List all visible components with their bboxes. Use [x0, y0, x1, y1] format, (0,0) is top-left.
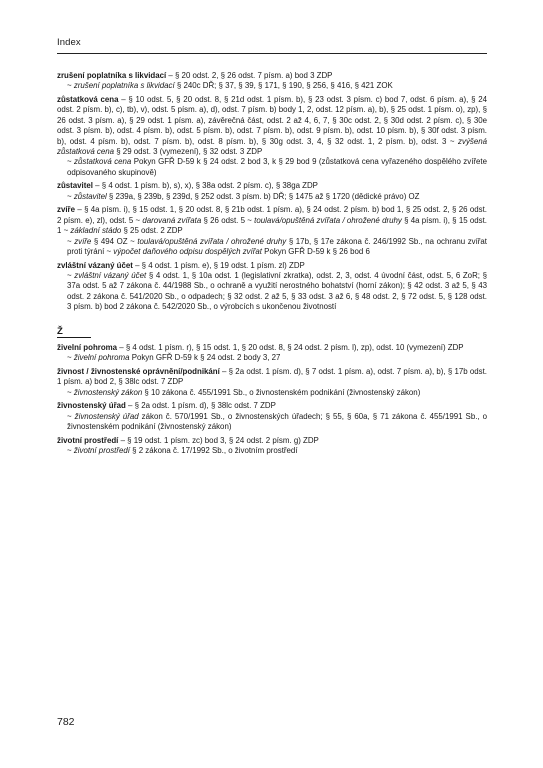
entry-text: § 29 odst. 3 (vymezení), § 32 odst. 3 ZDP — [114, 147, 263, 157]
tilde: ~ — [67, 157, 75, 167]
tilde: ~ — [67, 236, 75, 246]
entry-sub — [57, 81, 487, 91]
index-content — [57, 71, 487, 460]
tilde: ~ — [67, 411, 75, 421]
sub-term: zůstavitel — [73, 191, 107, 201]
sub-term: zvíře — [74, 236, 92, 246]
tilde: ~ — [67, 81, 74, 91]
entry-main — [57, 71, 487, 81]
tilde: ~ — [67, 191, 74, 201]
entry-text: § 25 odst. 2 ZDP — [121, 226, 183, 236]
sub-text: § 239a, § 239b, § 239d, § 252 odst. 3 písm. b) DŘ; § 1475 až § 1720 (dědické právo) OZ — [106, 191, 420, 201]
entry-sub — [57, 157, 487, 178]
sub-text: § 240c DŘ; § 37, § 39, § 171, § 190, § 256, § 416, § 421 ZOK — [174, 81, 393, 91]
sub-text: § 494 OZ ~ — [91, 236, 138, 246]
entry-sub — [57, 353, 487, 363]
entry-text: – § 4 odst. 1 písm. r), § 15 odst. 1, § 20 odst. 8, § 24 odst. 2 písm. l), zp), odst. 10 (vymezení) ZDP — [117, 342, 464, 352]
entry-sub — [57, 192, 487, 202]
sub-term: zrušení poplatníka s likvidací — [73, 81, 175, 91]
index-entry — [57, 181, 487, 202]
tilde: ~ — [67, 446, 74, 456]
sub-italic: toulavá/opuštěná zvířata / ohrožené druhy — [137, 236, 287, 246]
entry-main — [57, 367, 487, 388]
entry-text: – § 4 odst. 1 písm. e), § 19 odst. 1 písm. zl) ZDP — [132, 260, 305, 270]
sub-term: zvláštní vázaný účet — [74, 271, 147, 281]
sub-text: § 17b, § 17e zákona č. 246/1992 Sb., na ochranu zvířat proti týrání ~ — [67, 236, 487, 257]
sub-term: zůstatková cena — [74, 157, 132, 167]
section-letter: Ž — [57, 326, 91, 338]
entry-text: – § 2a odst. 1 písm. d), § 7 odst. 1 písm. a), odst. 7 písm. a), b), § 17b odst. 1 písm. a) bod 2, § 38lc odst. 7 ZDP — [57, 366, 487, 387]
entry-term: zvíře — [57, 205, 75, 215]
entry-main — [57, 261, 487, 271]
sub-term: živnostenský úřad — [74, 411, 139, 421]
entry-term: zvláštní vázaný účet — [57, 260, 133, 270]
tilde: ~ — [67, 271, 75, 281]
entry-sub — [57, 446, 487, 456]
sub-text: § 10 zákona č. 455/1991 Sb., o živnostenském podnikání (živnostenský zákon) — [142, 387, 421, 397]
entry-sub — [57, 237, 487, 258]
sub-text: Pokyn GFŘ D-59 k § 24 odst. 2 body 3, 27 — [129, 353, 281, 363]
entry-main — [57, 95, 487, 157]
entry-main — [57, 401, 487, 411]
entry-italic: základní stádo — [70, 226, 122, 236]
index-entry — [57, 401, 487, 432]
entry-term: zrušení poplatníka s likvidací — [57, 71, 167, 80]
tilde: ~ — [67, 353, 74, 363]
index-entry — [57, 436, 487, 457]
entry-term: zůstavitel — [57, 181, 93, 191]
entry-term: živnost / živnostenské oprávnění/podnikání — [57, 366, 220, 376]
entry-main — [57, 343, 487, 353]
entry-italic: darovaná zvířata — [142, 215, 202, 225]
entry-main — [57, 205, 487, 236]
entry-text: – § 2a odst. 1 písm. d), § 38lc odst. 7 ZDP — [125, 401, 276, 411]
entry-sub — [57, 388, 487, 398]
entry-italic: zvýšená zůstatková cena — [57, 136, 487, 157]
entry-sub — [57, 412, 487, 433]
entry-text: – § 19 odst. 1 písm. zc) bod 3, § 24 odst. 2 písm. g) ZDP — [118, 435, 319, 445]
index-entry — [57, 71, 487, 92]
sub-text: § 2 zákona č. 17/1992 Sb., o životním prostředí — [129, 446, 298, 456]
sub-text: zákon č. 570/1991 Sb., o živnostenských úřadech; § 55, § 60a, § 71 zákona č. 455/1991 Sb., o živnostenském podnikání (živnostenský zákon) — [67, 411, 488, 432]
entry-text: – § 20 odst. 2, § 26 odst. 7 písm. a) bod 3 ZDP — [166, 71, 333, 80]
entry-text: – § 10 odst. 5, § 20 odst. 8, § 21d odst. 1 písm. b), § 23 odst. 3 písm. c) bod 7, odst. 6 písm. a), § 24 odst. 2 písm. b), c), tb), v), odst. 5 písm. a), d), odst. 7 písm. b) body 1, 2, odst. 12 písm. a), b), § 25 odst. 1 písm. o), zp), § 26 odst. 3 písm. a), § 29 odst. 1 písm. a), závěrečná část, odst. 2 až 4, 6, 7, § 30c odst. 2, § 30d odst. 2 písm. c), § 30e odst. 3 písm. b), odst. 4 písm. b), odst. 5 písm. b), odst. 7 písm. b), odst. 9 písm. b), odst. 10 písm. b), § 30f odst. 3 písm. b), odst. 4 písm. b), odst. 7 písm. b), odst. 8 písm. b), § 30g odst. 3, 4, § 32 odst. 1, 2 písm. b), odst. 3 ~ — [57, 95, 487, 146]
entry-term: živelní pohroma — [57, 342, 118, 352]
running-header: Index — [57, 37, 81, 48]
entry-text: – § 4 odst. 1 písm. b), s), x), § 38a odst. 2 písm. c), § 38ga ZDP — [92, 181, 318, 191]
index-entry — [57, 343, 487, 364]
index-entry — [57, 95, 487, 178]
sub-term: živnostenský zákon — [73, 387, 143, 397]
entry-italic: toulavá/opuštěná zvířata / ohrožené druhy — [254, 215, 402, 225]
tilde: ~ — [67, 387, 74, 397]
sub-text: § 4 odst. 1, § 10a odst. 1 (legislativní zkratka), odst. 2, 3, odst. 4 úvodní část, odst. 5, 6 ZoR; § 37a odst. 5 až 7 zákona č. 44/1988 Sb., o ochraně a využití nerostného bohatství (horní zákon); § 42 odst. 3 až 5, § 43 odst. 2 zákona č. 541/2020 Sb., o odpadech; § 32 odst. 2 až 5, § 33 odst. 3 až 6, § 48 odst. 2, § 72 odst. 5, § 128 odst. 3 písm. b) bod 2 zákona č. 542/2020 Sb., o výrobcích s ukončenou životností — [67, 271, 487, 312]
entry-text: § 26 odst. 5 ~ — [201, 215, 255, 225]
entry-main — [57, 436, 487, 446]
index-entry — [57, 205, 487, 257]
page-number: 782 — [57, 716, 75, 728]
entry-term: životní prostředí — [57, 435, 119, 445]
entry-text: § 4a písm. i), § 15 odst. 1 ~ — [57, 215, 487, 236]
header-rule — [57, 53, 487, 54]
sub-text: Pokyn GFŘ D-59 k § 24 odst. 2 bod 3, k § 29 bod 9 (zůstatková cena vyřazeného dospělého zvířete odpisovaného skupinově) — [67, 157, 487, 177]
sub-italic: výpočet daňového odpisu dospělých zvířat — [113, 247, 262, 257]
entry-text: – § 4a písm. i), § 15 odst. 1, § 20 odst. 8, § 21b odst. 1 písm. a), § 24 odst. 2 písm. b) bod 1, § 25 odst. 2, § 26 odst. 2 písm. e), zl), odst. 5 ~ — [57, 205, 487, 225]
entry-sub — [57, 271, 487, 313]
sub-term: životní prostředí — [73, 446, 130, 456]
index-entry — [57, 261, 487, 313]
entry-term: živnostenský úřad — [57, 401, 126, 411]
index-entry — [57, 367, 487, 398]
entry-term: zůstatková cena — [57, 95, 119, 104]
entry-main — [57, 181, 487, 191]
sub-text: Pokyn GFŘ D-59 k § 26 bod 6 — [261, 247, 370, 257]
sub-term: živelní pohroma — [73, 353, 130, 363]
